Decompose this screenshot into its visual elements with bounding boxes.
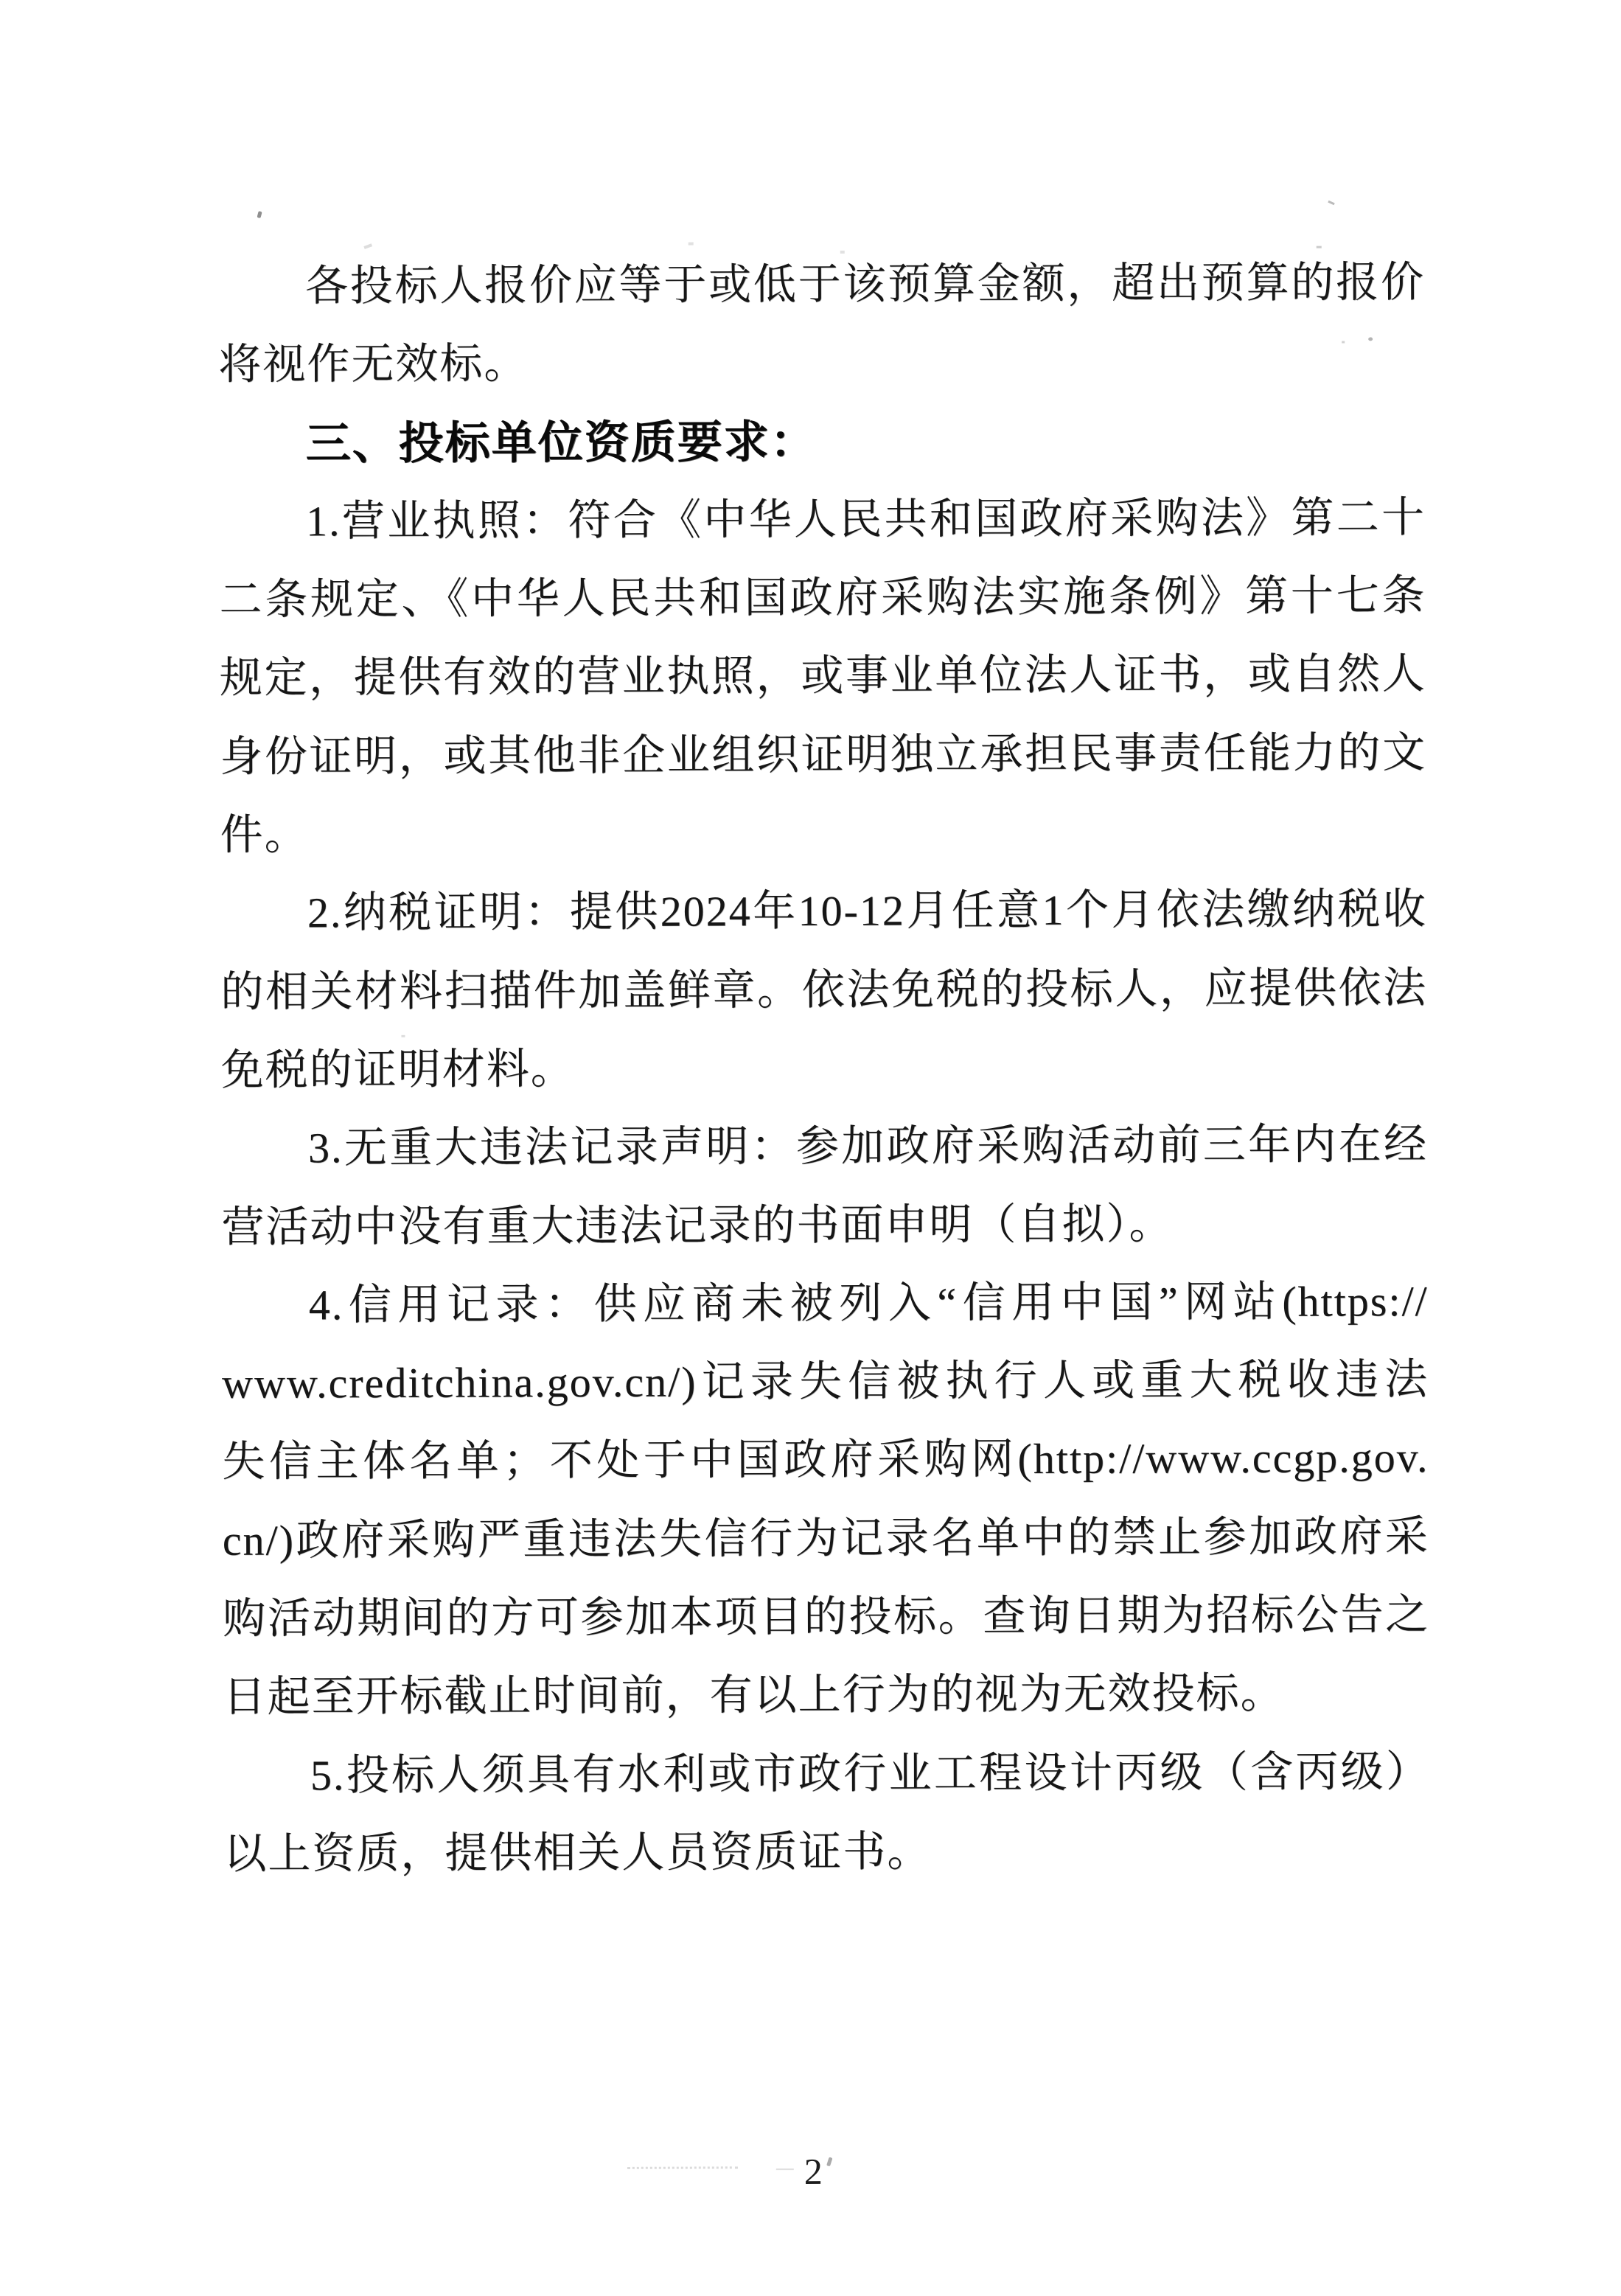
doc-line: 二条规定、《中华人民共和国政府采购法实施条例》第十七条: [219, 571, 1426, 624]
scan-speck: [257, 211, 262, 218]
doc-line: 的相关材料扫描件加盖鲜章。依法免税的投标人，应提供依法: [220, 963, 1428, 1016]
doc-line: 3.无重大违法记录声明：参加政府采购活动前三年内在经: [307, 1120, 1429, 1172]
doc-line: 各投标人报价应等于或低于该预算金额，超出预算的报价: [304, 258, 1426, 310]
doc-line: 4.信用记录：供应商未被列入“信用中国”网站(https://: [308, 1276, 1429, 1329]
scan-speck: [1328, 201, 1334, 205]
scan-streak: [776, 2168, 794, 2170]
doc-line: 营活动中没有重大违法记录的书面申明（自拟）。: [221, 1199, 1174, 1251]
doc-line: 2.纳税证明：提供2024年10-12月任意1个月依法缴纳税收: [307, 885, 1427, 937]
doc-line: 失信主体名单；不处于中国政府采购网(http://www.ccgp.gov.: [222, 1433, 1429, 1486]
scan-streak: [627, 2166, 738, 2169]
doc-line: 身份证明，或其他非企业组织证明独立承担民事责任能力的文: [220, 728, 1427, 781]
doc-line: 免税的证明材料。: [220, 1045, 575, 1094]
doc-line: www.creditchina.gov.cn/)记录失信被执行人或重大税收违法: [222, 1355, 1429, 1408]
section-heading: 三、投标单位资质要求：: [305, 416, 817, 468]
doc-line: 件。: [220, 810, 309, 859]
scan-speck: [826, 2157, 832, 2166]
doc-line: 5.投标人须具有水利或市政行业工程设计丙级（含丙级）: [310, 1747, 1431, 1800]
doc-line: 1.营业执照：符合《中华人民共和国政府采购法》第二十: [305, 493, 1426, 546]
page-number: 2: [803, 2150, 823, 2193]
doc-line: 规定，提供有效的营业执照，或事业单位法人证书，或自然人: [219, 650, 1426, 703]
doc-line: 购活动期间的方可参加本项目的投标。查询日期为招标公告之: [223, 1590, 1430, 1643]
doc-line: 将视作无效标。: [218, 339, 529, 389]
doc-line: 以上资质，提供相关人员资质证书。: [223, 1827, 932, 1878]
scan-speck: [689, 243, 694, 246]
doc-line: cn/)政府采购严重违法失信行为记录名单中的禁止参加政府采: [222, 1511, 1429, 1565]
doc-line: 日起至开标截止时间前，有以上行为的视为无效投标。: [223, 1669, 1285, 1722]
document-body: [218, 243, 1431, 1893]
